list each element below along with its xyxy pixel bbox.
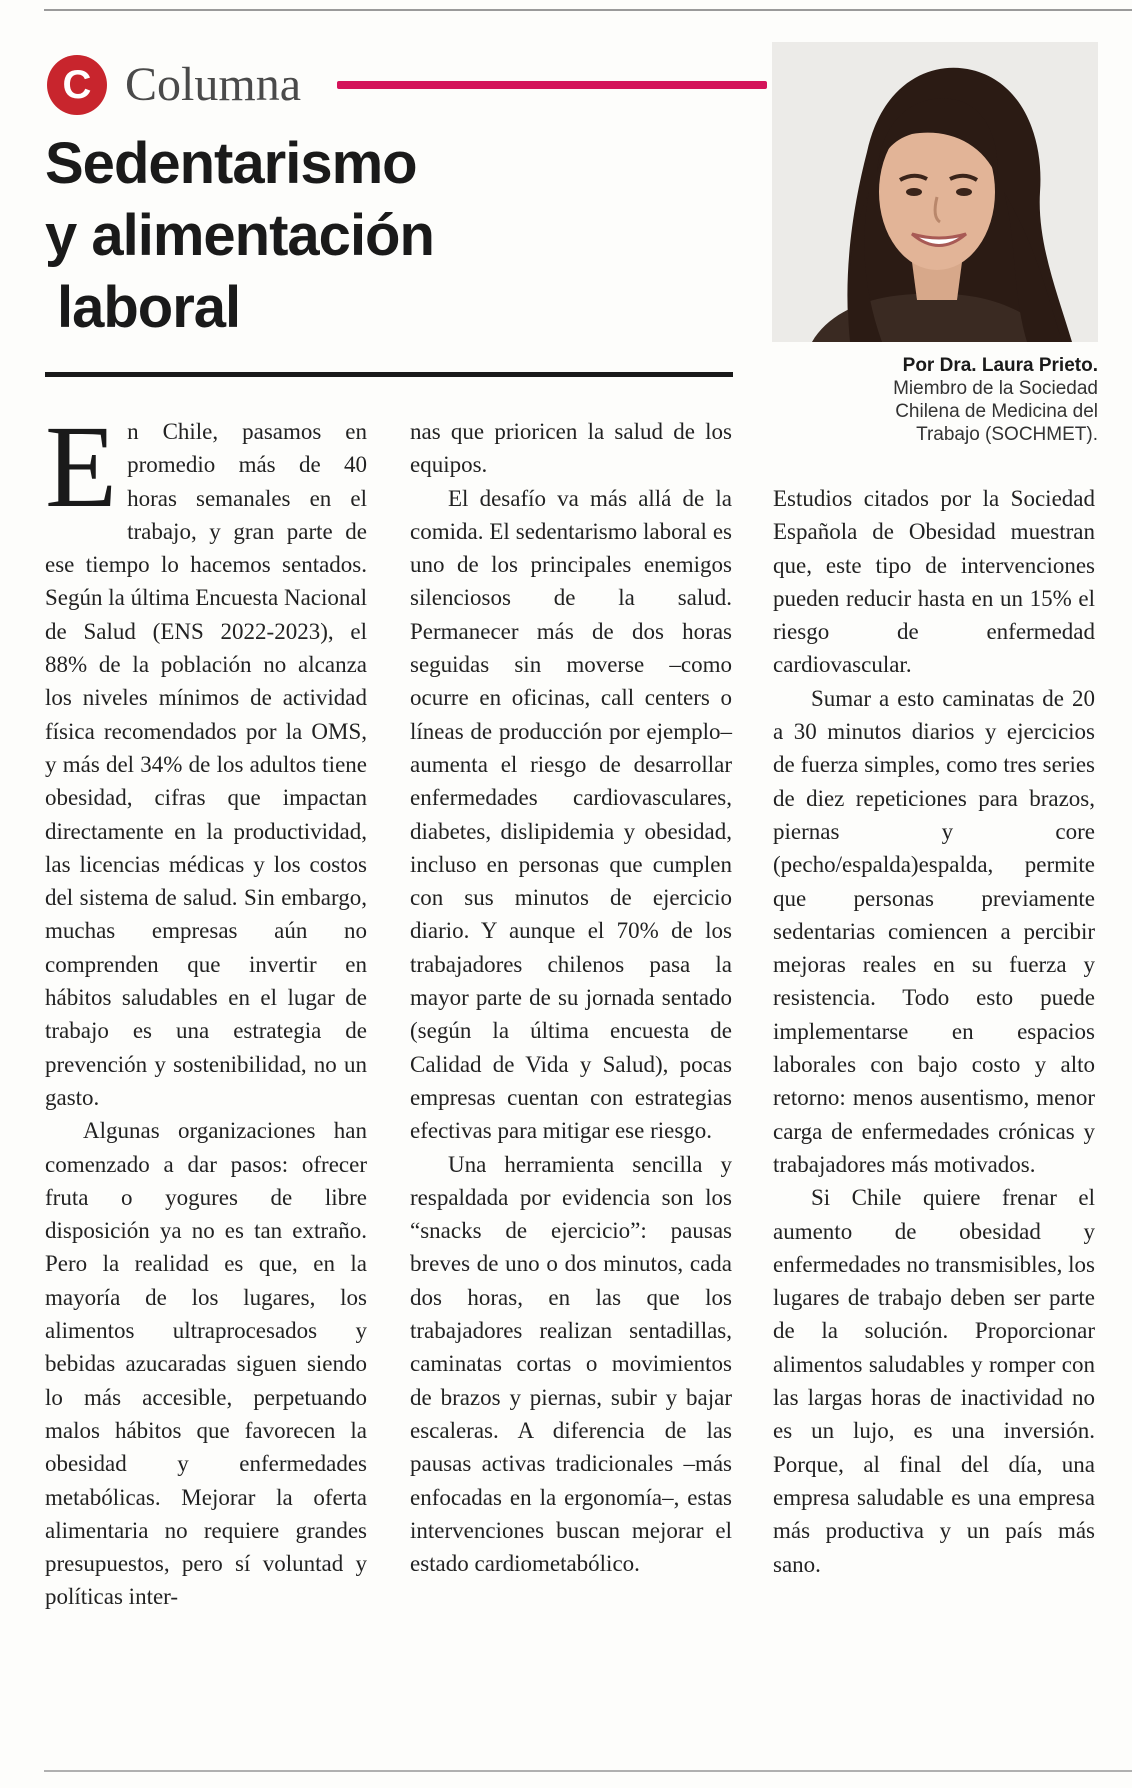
article-column-1 (45, 401, 367, 1614)
author-role-line-1: Miembro de la Sociedad (893, 378, 1098, 399)
article-paragraph: nas que prioricen la salud de los equipos. (410, 419, 732, 478)
section-accent-line (337, 81, 767, 89)
top-rule (44, 9, 1132, 11)
article-paragraph: Una herramienta sencilla y respaldada por evidencia son los “snacks de ejercicio”: pausas breves de uno o dos minutos, cada dos horas, en las que los trabajadores realizan sentadillas, caminatas cortas o movimientos de brazos y piernas, subir y bajar escaleras. A diferencia de las pausas activas tradicionales –más enfocadas en la ergonomía–, estas intervenciones buscan mejorar el estado cardiometabólico. (410, 1151, 732, 1577)
headline-line-1: Sedentarismo (45, 131, 417, 196)
author-portrait-photo (772, 42, 1098, 342)
article-column-2 (410, 415, 732, 1580)
article-paragraph: El desafío va más allá de la comida. El sedentarismo laboral es uno de los principales enemigos silenciosos de la salud. Permanecer más de dos horas seguidas sin moverse –como ocurre en oficinas, call centers o líneas de producción por ejemplo– aumenta el riesgo de desarrollar enfermedades cardiovasculares, diabetes, dislipidemia y obesidad, incluso en personas que cumplen con sus minutos de ejercicio diario. Y aunque el 70% de los trabajadores chilenos pasa la mayor parte de su jornada sentado (según la última encuesta de Calidad de Vida y Salud), pocas empresas cuentan con estrategias efectivas para mitigar ese riesgo. (410, 485, 732, 1144)
headline-line-3: laboral (57, 275, 241, 340)
section-header (47, 52, 767, 111)
author-byline (772, 354, 1098, 446)
portrait-illustration-icon (772, 42, 1098, 342)
headline (45, 128, 685, 344)
author-role-line-2: Chilena de Medicina del (895, 401, 1098, 422)
article-paragraph: Sumar a esto caminatas de 20 a 30 minutos diarios y ejercicios de fuerza simples, como tres series de diez repeticiones para brazos, piernas y core (pecho/espalda)espalda, permite que personas previamente sedentarias comiencen a percibir mejoras reales en su fuerza y resistencia. Todo esto puede implementarse en espacios laborales con bajo costo y alto retorno: menos ausentismo, menor carga de enfermedades crónicas y trabajadores más motivados. (773, 685, 1095, 1177)
drop-cap: E (45, 401, 118, 532)
column-badge-icon: C (47, 55, 107, 115)
author-role-line-3: Trabajo (SOCHMET). (916, 424, 1098, 445)
headline-line-2: y alimentación (45, 203, 434, 268)
author-name: Por Dra. Laura Prieto. (902, 355, 1098, 376)
headline-rule (45, 372, 733, 377)
article-paragraph (45, 401, 367, 1114)
bottom-rule (44, 1770, 1132, 1772)
article-column-3 (773, 482, 1095, 1581)
section-label: Columna (125, 58, 301, 111)
article-paragraph: Estudios citados por la Sociedad Española de Obesidad muestran que, este tipo de intervenciones pueden reducir hasta en un 15% el riesgo de enfermedad cardiovascular. (773, 486, 1095, 678)
paragraph-text: n Chile, pasamos en promedio más de 40 horas semanales en el trabajo, y gran parte de ese tiempo lo hacemos sentados. Según la última Encuesta Nacional de Salud (ENS 2022-2023), el 88% de la población no alcanza los niveles mínimos de actividad física recomendados por la OMS, y más del 34% de los adultos tiene obesidad, cifras que impactan directamente en la productividad, las licencias médicas y los costos del sistema de salud. Sin embargo, muchas empresas aún no comprenden que invertir en hábitos saludables en el lugar de trabajo es una estrategia de prevención y sostenibilidad, no un gasto. (45, 419, 367, 1110)
article-paragraph: Algunas organizaciones han comenzado a dar pasos: ofrecer fruta o yogures de libre disposición ya no es tan extraño. Pero la realidad es que, en la mayoría de los lugares, los alimentos ultraprocesados y bebidas azucaradas siguen siendo lo más accesible, perpetuando malos hábitos que favorecen la obesidad y enfermedades metabólicas. Mejorar la oferta alimentaria no requiere grandes presupuestos, pero sí voluntad y políticas inter- (45, 1118, 367, 1610)
article-paragraph: Si Chile quiere frenar el aumento de obesidad y enfermedades no transmisibles, los lugares de trabajo deben ser parte de la solución. Proporcionar alimentos saludables y romper con las largas horas de inactividad no es un lujo, es una inversión. Porque, al final del día, una empresa saludable es una empresa más productiva y un país más sano. (773, 1185, 1095, 1577)
